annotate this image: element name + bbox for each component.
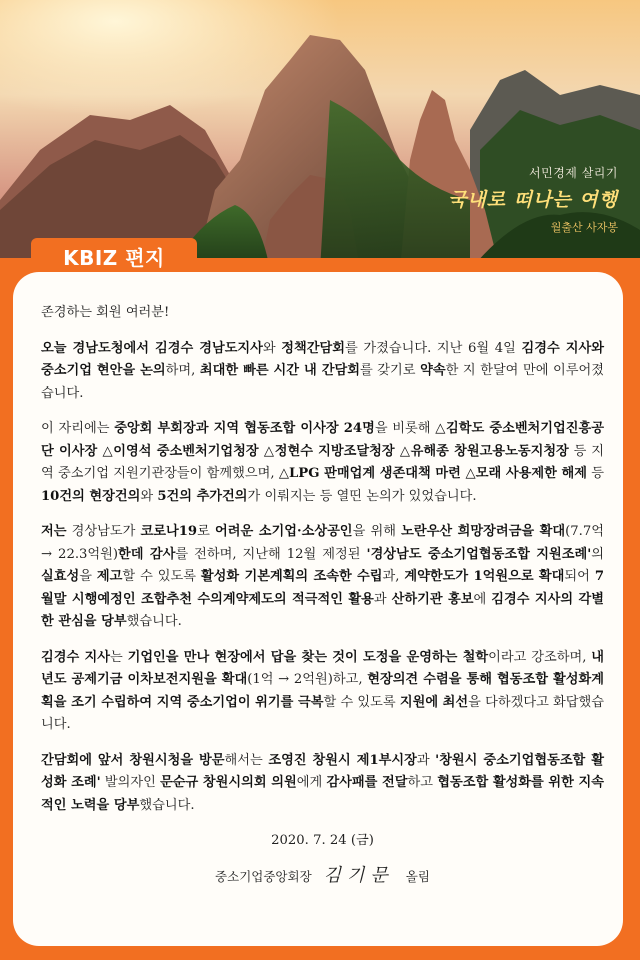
body-text: 을 위해: [352, 524, 402, 539]
body-text: 를 가졌습니다. 지난 6월 4일: [345, 340, 522, 356]
body-text: 등: [586, 466, 604, 481]
emphasis-text: 내년도 공제기금 이차보전지원을 확대: [41, 649, 604, 687]
letter-date: 2020. 7. 24 (금): [271, 833, 374, 848]
emphasis-text: 7월말 시행예정인 조합추천 수의계약제도의 적극적인 활용: [41, 569, 604, 607]
emphasis-text: 정책간담회: [281, 340, 345, 356]
body-text: 하고,: [332, 672, 368, 687]
body-text: 의: [591, 546, 604, 562]
emphasis-text: 최대한 빠른 시간 내 간담회: [199, 363, 360, 378]
body-text: 과: [416, 752, 436, 768]
paragraph-5: [41, 750, 604, 818]
paragraph-4: [41, 647, 604, 737]
emphasis-text: 약속: [420, 363, 446, 378]
body-text: 경상남도가: [66, 524, 141, 539]
body-text: 하고: [407, 775, 438, 790]
emphasis-text: 오늘 경남도청에서 김경수 경남도지사: [41, 340, 263, 356]
hero-banner: [0, 0, 640, 270]
emphasis-text: 활성화 기본계획의 조속한 수립: [200, 569, 383, 584]
greeting: 존경하는 회원 여러분!: [41, 305, 170, 320]
body-text: 하며,: [165, 363, 200, 378]
emphasis-text: 간담회에 앞서 창원시청을 방문: [41, 752, 225, 768]
body-text: 를 갖기로: [359, 363, 421, 378]
emphasis-text: 현장의견 수렴을 통해 협동조합 활성화계획을 조기 수립하여 지역 중소기업이 위기를 극복: [41, 672, 604, 710]
body-text: 되어: [564, 569, 595, 584]
body-text: 인: [143, 775, 161, 790]
signature-line: [41, 865, 604, 889]
emphasis-text: 계약한도가 1억원으로 확대: [404, 569, 565, 584]
body-text: 을 비롯해: [374, 421, 436, 436]
emphasis-text: 코로나19: [140, 524, 198, 539]
emphasis-text: 5건의 추가건의: [157, 488, 248, 504]
body-text: 는: [109, 649, 128, 665]
banner-title: 국내로 떠나는 여행: [447, 189, 618, 211]
body-text: (1억 → 2억원): [247, 672, 333, 687]
body-text: 과,: [382, 569, 405, 584]
emphasis-text: 문순규 창원시의회 의원: [160, 775, 297, 790]
paragraph-1: [41, 338, 604, 406]
body-text: 했습니다.: [126, 614, 182, 629]
emphasis-text: 조영진 창원시 제1부시장: [268, 752, 417, 768]
body-text: 에게: [296, 775, 327, 790]
body-text: 을: [79, 569, 97, 584]
emphasis-text: 김경수 지사의 각별한 관심을 당부: [41, 591, 604, 629]
emphasis-text: 중앙회 부회장과 지역 협동조합 이사장 24명: [114, 421, 375, 436]
body-text: 와: [262, 340, 282, 356]
signer-organization: 중소기업중앙회장: [215, 868, 312, 884]
body-text: 이 자리에는: [41, 421, 115, 436]
emphasis-text: 지원에 최선: [399, 694, 469, 710]
body-text: 와: [140, 488, 158, 504]
emphasis-text: △김학도 중소벤처기업진흥공단 이사장 △이영석 중소벤처기업청장 △정현수 지방조달청장 △유해종 창원고용노동지청장: [41, 421, 604, 459]
body-text: 이라고 강조하며,: [488, 649, 592, 665]
body-text: 등 지역 중소기업 지원기관장들이 함께했으며,: [41, 443, 604, 481]
emphasis-text: 노란우산 희망장려금을 확대: [401, 524, 566, 539]
body-text: 할 수 있도록: [122, 569, 201, 584]
letter-body: [41, 302, 604, 888]
banner-caption: [448, 164, 618, 235]
body-text: (7.7억 → 22.3억원): [41, 524, 604, 562]
emphasis-text: 한데 감사: [118, 546, 176, 562]
emphasis-text: 김경수 지사와 중소기업 현안을 논의: [41, 340, 604, 378]
body-text: 발의자: [100, 775, 144, 790]
banner-subtitle: 서민경제 살리기: [529, 166, 618, 180]
body-text: 과: [373, 591, 392, 607]
emphasis-text: 실효성: [41, 569, 80, 584]
emphasis-text: 감사패를 전달: [326, 775, 408, 790]
emphasis-text: '창원시 중소기업협동조합 활성화 조례': [41, 752, 605, 790]
badge-label: KBIZ 편지: [63, 245, 165, 270]
paragraph-2: [41, 418, 604, 508]
body-text: 을 다하겠다고 화답했습니다.: [41, 694, 604, 732]
emphasis-text: 협동조합 활성화를 위한 지속적인 노력을 당부: [41, 775, 604, 813]
body-text: 가 이뤄지는 등 열띤 논의가 있었습니다.: [247, 488, 477, 504]
letter-panel: [13, 272, 623, 946]
body-text: 에: [473, 591, 492, 607]
body-text: 할 수 있도록: [323, 694, 400, 710]
body-text: 로: [197, 524, 215, 539]
emphasis-text: 기업인을 만나 현장에서 답을 찾는 것이 도정을 운영하는 철학: [127, 649, 489, 665]
banner-location: 월출산 사자봉: [550, 221, 618, 234]
signature-suffix: 올림: [405, 868, 430, 884]
kbiz-letter-badge: [31, 238, 197, 274]
emphasis-text: 제고: [96, 569, 123, 584]
body-text: 를 전하며, 지난해 12월 제정된: [175, 546, 367, 562]
paragraph-3: [41, 521, 604, 634]
signer-name: 김기문: [323, 864, 394, 886]
emphasis-text: △LPG 판매업계 생존대책 마련 △모래 사용제한 해제: [278, 466, 587, 481]
emphasis-text: 산하기관 홍보: [391, 591, 474, 607]
emphasis-text: 저는: [41, 524, 67, 539]
emphasis-text: 김경수 지사: [41, 649, 110, 665]
emphasis-text: 어려운 소기업·소상공인: [215, 524, 353, 539]
emphasis-text: '경상남도 중소기업협동조합 지원조례': [366, 546, 592, 562]
emphasis-text: 10건의 현장건의: [41, 488, 141, 504]
body-text: 했습니다.: [139, 797, 195, 813]
body-text: 한 지 한달여 만에 이루어졌습니다.: [41, 363, 605, 401]
body-text: 해서는: [224, 752, 269, 768]
